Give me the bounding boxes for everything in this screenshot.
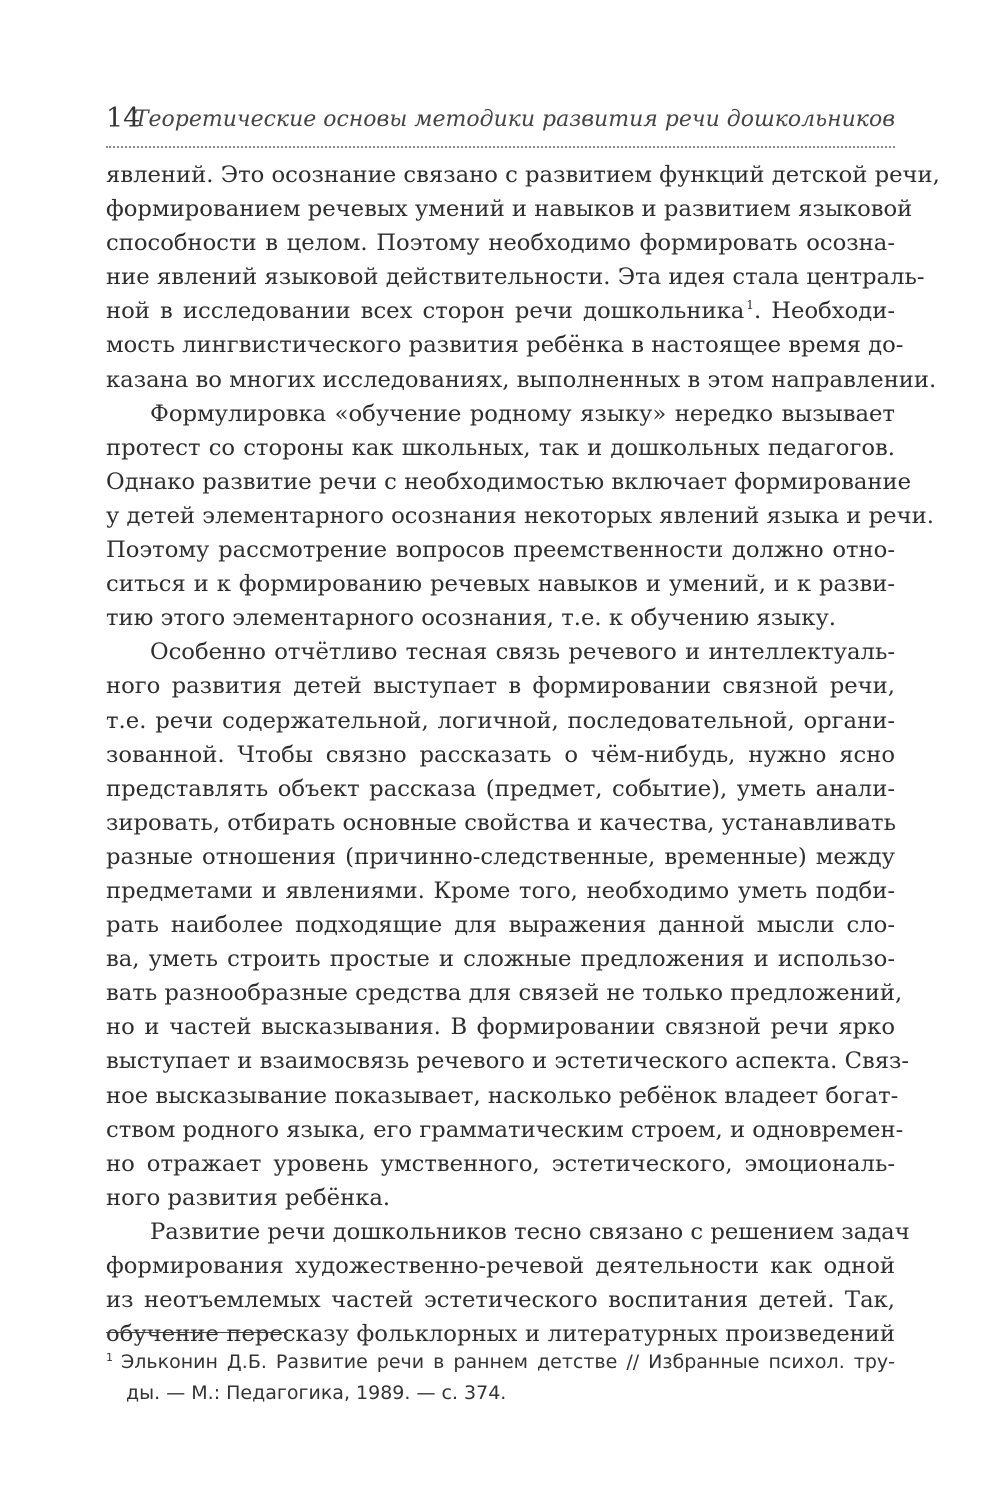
text-line: ством родного языка, его грамматическим строем, и одновремен- — [106, 1116, 904, 1143]
text-line: у детей элементарного осознания некоторых явлений языка и речи. — [106, 502, 934, 529]
text-line-part: ной в исследовании всех сторон речи дошкольника — [106, 298, 745, 325]
footnote-line — [106, 1347, 895, 1378]
text-line: выступает и взаимосвязь речевого и эстетического аспекта. Связ- — [106, 1048, 910, 1075]
body-text — [106, 158, 940, 1351]
footnote-reference: 1 — [746, 298, 754, 313]
text-line: вать разнообразные средства для связей не только предложений, — [106, 980, 903, 1007]
paragraph-end: тию этого элементарного осознания, т.е. к обучению языку. — [106, 605, 836, 632]
text-line-part: . Необходи- — [753, 298, 896, 325]
text-line: из неотъемлемых частей эстетического воспитания детей. Так, — [106, 1287, 895, 1314]
text-line: но и частей высказывания. В формировании связной речи ярко — [106, 1014, 895, 1041]
text-line: ное высказывание показывает, насколько ребёнок владеет богат- — [106, 1082, 899, 1109]
text-line: но отражает уровень умственного, эстетического, эмоциональ- — [106, 1150, 895, 1177]
footnote-divider — [106, 1332, 288, 1333]
text-line: обучение пересказу фольклорных и литературных произведений — [106, 1321, 895, 1348]
text-line: предметами и явлениями. Кроме того, необходимо уметь подби- — [106, 877, 895, 904]
text-line: рать наиболее подходящие для выражения данной мысли сло- — [106, 912, 895, 939]
text-line: Поэтому рассмотрение вопросов преемственности должно отно- — [106, 537, 895, 564]
paragraph-start: Особенно отчётливо тесная связь речевого и интеллектуаль- — [150, 639, 895, 666]
text-line: ва, уметь строить простые и сложные предложения и использо- — [106, 946, 895, 973]
text-line: способности в целом. Поэтому необходимо формировать осозна- — [106, 230, 895, 257]
text-line: разные отношения (причинно-следственные, временные) между — [106, 843, 895, 870]
footnote — [106, 1347, 895, 1409]
page-header — [106, 96, 895, 148]
text-line: мость лингвистического развития ребёнка в настоящее время до- — [106, 332, 904, 359]
text-line: протест со стороны как школьных, так и дошкольных педагогов. — [106, 434, 895, 461]
footnote-text: Эльконин Д.Б. Развитие речи в раннем детстве // Избранные психол. тру- — [121, 1351, 895, 1373]
text-line: т.е. речи содержательной, логичной, последовательной, органи- — [106, 707, 895, 734]
text-line: ние явлений языковой действительности. Эта идея стала централь- — [106, 264, 925, 291]
page-number: 14 — [106, 103, 141, 134]
text-line: представлять объект рассказа (предмет, событие), уметь анали- — [106, 775, 895, 802]
text-line: явлений. Это осознание связано с развитием функций детской речи, — [106, 162, 940, 188]
text-line: зованной. Чтобы связно рассказать о чём-нибудь, нужно ясно — [106, 741, 895, 768]
paragraph-start: Развитие речи дошкольников тесно связано с решением задач — [150, 1218, 910, 1245]
text-line: зировать, отбирать основные свойства и качества, устанавливать — [106, 809, 896, 836]
paragraph-start: Формулировка «обучение родному языку» нередко вызывает — [150, 400, 895, 427]
text-line: формирования художественно-речевой деятельности как одной — [106, 1253, 895, 1279]
text-line: ного развития детей выступает в формировании связной речи, — [106, 673, 895, 700]
text-line-with-footnote — [106, 294, 895, 328]
paragraph-end: ного развития ребёнка. — [106, 1184, 391, 1211]
running-title: Теоретические основы методики развития речи дошкольников — [133, 107, 895, 132]
footnote-number: 1 — [106, 1351, 113, 1364]
text-line: ситься и к формированию речевых навыков и умений, и к разви- — [106, 571, 895, 598]
text-line: Однако развитие речи с необходимостью включает формирование — [106, 468, 912, 495]
footnote-line: ды. — М.: Педагогика, 1989. — с. 374. — [126, 1382, 507, 1404]
text-line: формированием речевых умений и навыков и развитием языковой — [106, 196, 913, 223]
text-line: казана во многих исследованиях, выполненных в этом направлении. — [106, 366, 937, 393]
